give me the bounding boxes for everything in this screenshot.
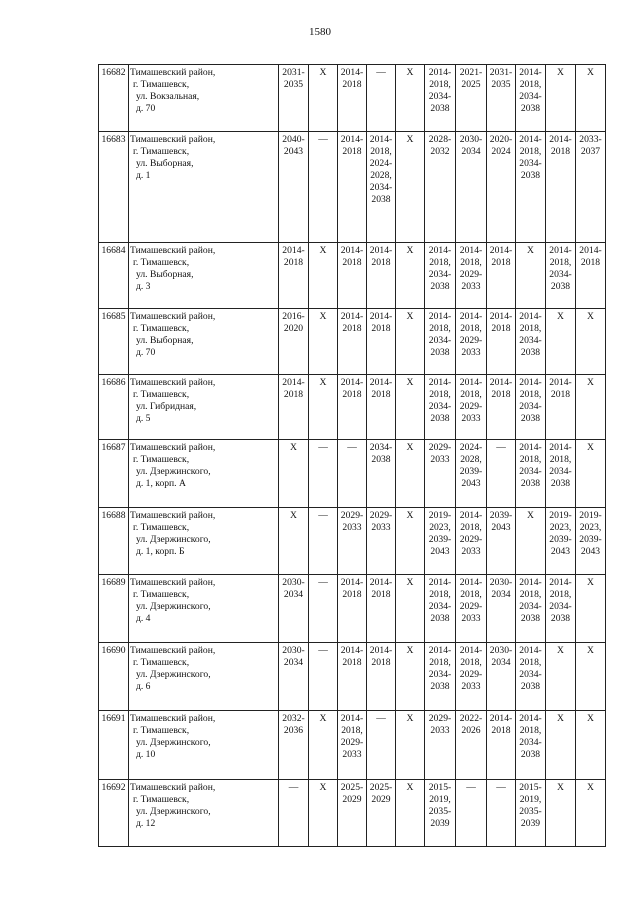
period-cell: Х xyxy=(309,243,338,309)
address-cell xyxy=(129,243,279,309)
period-cell: Х xyxy=(516,508,546,575)
period-cell: — xyxy=(309,132,338,243)
address-cell xyxy=(129,132,279,243)
address-line: ул. Гибридная, xyxy=(136,400,197,412)
table-row xyxy=(99,132,606,243)
period-cell: 2029- 2033 xyxy=(367,508,396,575)
address-line: Тимашевский район, xyxy=(130,67,216,78)
period-cell: Х xyxy=(279,508,309,575)
record-number: 16683 xyxy=(99,132,129,243)
period-cell: 2014- 2018 xyxy=(279,375,309,440)
period-cell: — xyxy=(487,780,516,847)
period-cell: 2014- 2018 xyxy=(367,375,396,440)
table-row xyxy=(99,309,606,375)
period-cell: 2014- 2018 xyxy=(338,375,367,440)
record-number: 16686 xyxy=(99,375,129,440)
address-line: ул. Дзержинского, xyxy=(136,600,211,612)
address-cell xyxy=(129,711,279,780)
period-cell: Х xyxy=(396,575,425,643)
period-cell: 2014- 2018, 2029- 2033 xyxy=(456,643,487,711)
address-line: г. Тимашевск, xyxy=(133,588,190,600)
period-cell: Х xyxy=(396,65,425,132)
address-cell xyxy=(129,575,279,643)
period-cell: 2014- 2018, 2034- 2038 xyxy=(516,375,546,440)
period-cell: Х xyxy=(546,711,576,780)
record-number: 16684 xyxy=(99,243,129,309)
period-cell: — xyxy=(279,780,309,847)
period-cell: 2019- 2023, 2039- 2043 xyxy=(546,508,576,575)
address-line: Тимашевский район, xyxy=(130,245,216,256)
period-cell: 2029- 2033 xyxy=(425,440,456,508)
registry-table xyxy=(98,64,606,847)
address-cell xyxy=(129,508,279,575)
address-line: ул. Выборная, xyxy=(136,334,194,346)
period-cell: Х xyxy=(396,643,425,711)
period-cell: Х xyxy=(516,243,546,309)
period-cell: 2015- 2019, 2035- 2039 xyxy=(516,780,546,847)
period-cell: 2014- 2018 xyxy=(279,243,309,309)
address-line: г. Тимашевск, xyxy=(133,145,190,157)
address-cell xyxy=(129,309,279,375)
period-cell: Х xyxy=(309,711,338,780)
period-cell: 2040- 2043 xyxy=(279,132,309,243)
period-cell: 2014- 2018, 2034- 2038 xyxy=(516,132,546,243)
period-cell: 2019- 2023, 2039- 2043 xyxy=(425,508,456,575)
record-number: 16685 xyxy=(99,309,129,375)
address-line: г. Тимашевск, xyxy=(133,453,190,465)
address-line: ул. Дзержинского, xyxy=(136,805,211,817)
period-cell: 2014- 2018 xyxy=(367,309,396,375)
table-row xyxy=(99,375,606,440)
period-cell: 2014- 2018, 2034- 2038 xyxy=(425,575,456,643)
period-cell: 2014- 2018, 2034- 2038 xyxy=(425,375,456,440)
period-cell: 2025- 2029 xyxy=(367,780,396,847)
period-cell: 2022- 2026 xyxy=(456,711,487,780)
address-line: Тимашевский район, xyxy=(130,311,216,322)
period-cell: 2039- 2043 xyxy=(487,508,516,575)
address-line: Тимашевский район, xyxy=(130,442,216,453)
period-cell: 2014- 2018, 2034- 2038 xyxy=(546,243,576,309)
period-cell: 2014- 2018, 2034- 2038 xyxy=(425,65,456,132)
address-line: Тимашевский район, xyxy=(130,782,216,793)
table-row xyxy=(99,575,606,643)
period-cell: Х xyxy=(546,65,576,132)
address-line: д. 3 xyxy=(136,280,151,292)
period-cell: — xyxy=(309,643,338,711)
period-cell: Х xyxy=(546,643,576,711)
period-cell: 2030- 2034 xyxy=(456,132,487,243)
period-cell: Х xyxy=(396,132,425,243)
period-cell: 2014- 2018 xyxy=(487,375,516,440)
address-line: г. Тимашевск, xyxy=(133,656,190,668)
period-cell: 2014- 2018 xyxy=(546,132,576,243)
period-cell: 2014- 2018 xyxy=(338,132,367,243)
period-cell: 2014- 2018, 2029- 2033 xyxy=(456,508,487,575)
address-line: д. 1, корп. Б xyxy=(136,545,185,557)
address-line: д. 1 xyxy=(136,169,151,181)
period-cell: Х xyxy=(309,65,338,132)
record-number: 16689 xyxy=(99,575,129,643)
address-line: д. 12 xyxy=(136,817,156,829)
table-row xyxy=(99,440,606,508)
period-cell: 2014- 2018, 2024- 2028, 2034- 2038 xyxy=(367,132,396,243)
record-number: 16682 xyxy=(99,65,129,132)
period-cell: 2019- 2023, 2039- 2043 xyxy=(576,508,606,575)
address-cell xyxy=(129,65,279,132)
period-cell: Х xyxy=(576,711,606,780)
period-cell: Х xyxy=(396,309,425,375)
period-cell: 2014- 2018 xyxy=(367,243,396,309)
period-cell: 2014- 2018 xyxy=(487,711,516,780)
address-line: Тимашевский район, xyxy=(130,510,216,521)
address-line: г. Тимашевск, xyxy=(133,322,190,334)
address-line: Тимашевский район, xyxy=(130,377,216,388)
period-cell: 2014- 2018 xyxy=(367,643,396,711)
address-line: д. 70 xyxy=(136,102,156,114)
address-line: ул. Дзержинского, xyxy=(136,668,211,680)
address-line: ул. Вокзальная, xyxy=(136,90,200,102)
period-cell: Х xyxy=(546,780,576,847)
period-cell: 2014- 2018 xyxy=(338,65,367,132)
page-number: 1580 xyxy=(309,26,331,38)
address-line: ул. Дзержинского, xyxy=(136,465,211,477)
period-cell: Х xyxy=(396,711,425,780)
period-cell: Х xyxy=(309,780,338,847)
period-cell: Х xyxy=(309,309,338,375)
table-row xyxy=(99,711,606,780)
period-cell: 2014- 2018 xyxy=(367,575,396,643)
address-cell xyxy=(129,375,279,440)
table-row xyxy=(99,243,606,309)
period-cell: Х xyxy=(279,440,309,508)
record-number: 16688 xyxy=(99,508,129,575)
record-number: 16690 xyxy=(99,643,129,711)
period-cell: 2030- 2034 xyxy=(487,575,516,643)
address-line: Тимашевский район, xyxy=(130,134,216,145)
period-cell: 2014- 2018, 2034- 2038 xyxy=(425,309,456,375)
address-line: ул. Дзержинского, xyxy=(136,736,211,748)
period-cell: 2021- 2025 xyxy=(456,65,487,132)
period-cell: Х xyxy=(576,440,606,508)
address-line: д. 5 xyxy=(136,412,151,424)
address-line: ул. Выборная, xyxy=(136,157,194,169)
period-cell: 2014- 2018 xyxy=(338,643,367,711)
period-cell: 2014- 2018, 2034- 2038 xyxy=(516,440,546,508)
period-cell: Х xyxy=(576,65,606,132)
period-cell: 2029- 2033 xyxy=(425,711,456,780)
table-row xyxy=(99,65,606,132)
address-line: д. 4 xyxy=(136,612,151,624)
address-line: Тимашевский район, xyxy=(130,713,216,724)
period-cell: Х xyxy=(396,440,425,508)
period-cell: 2014- 2018, 2034- 2038 xyxy=(516,643,546,711)
period-cell: — xyxy=(309,440,338,508)
period-cell: — xyxy=(367,711,396,780)
table-row xyxy=(99,780,606,847)
address-line: д. 1, корп. А xyxy=(136,477,186,489)
period-cell: 2014- 2018, 2029- 2033 xyxy=(456,375,487,440)
table-row xyxy=(99,643,606,711)
record-number: 16687 xyxy=(99,440,129,508)
period-cell: Х xyxy=(396,780,425,847)
period-cell: 2014- 2018, 2034- 2038 xyxy=(546,440,576,508)
period-cell: — xyxy=(487,440,516,508)
period-cell: 2014- 2018 xyxy=(546,375,576,440)
period-cell: 2031- 2035 xyxy=(487,65,516,132)
address-line: Тимашевский район, xyxy=(130,645,216,656)
period-cell: 2024- 2028, 2039- 2043 xyxy=(456,440,487,508)
period-cell: 2032- 2036 xyxy=(279,711,309,780)
address-line: Тимашевский район, xyxy=(130,577,216,588)
period-cell: — xyxy=(456,780,487,847)
period-cell: 2020- 2024 xyxy=(487,132,516,243)
period-cell: 2033- 2037 xyxy=(576,132,606,243)
period-cell: — xyxy=(309,575,338,643)
address-line: г. Тимашевск, xyxy=(133,388,190,400)
period-cell: — xyxy=(309,508,338,575)
period-cell: 2014- 2018 xyxy=(338,243,367,309)
period-cell: 2028- 2032 xyxy=(425,132,456,243)
period-cell: Х xyxy=(309,375,338,440)
period-cell: 2014- 2018, 2029- 2033 xyxy=(456,575,487,643)
period-cell: 2014- 2018, 2034- 2038 xyxy=(546,575,576,643)
period-cell: Х xyxy=(396,508,425,575)
address-cell xyxy=(129,780,279,847)
address-line: д. 10 xyxy=(136,748,156,760)
address-cell xyxy=(129,643,279,711)
period-cell: 2025- 2029 xyxy=(338,780,367,847)
period-cell: 2014- 2018, 2029- 2033 xyxy=(456,309,487,375)
period-cell: 2014- 2018 xyxy=(487,309,516,375)
period-cell: Х xyxy=(576,309,606,375)
period-cell: — xyxy=(338,440,367,508)
period-cell: 2014- 2018 xyxy=(338,309,367,375)
period-cell: 2031- 2035 xyxy=(279,65,309,132)
table-row xyxy=(99,508,606,575)
address-cell xyxy=(129,440,279,508)
period-cell: 2015- 2019, 2035- 2039 xyxy=(425,780,456,847)
period-cell: 2029- 2033 xyxy=(338,508,367,575)
period-cell: Х xyxy=(396,375,425,440)
period-cell: 2014- 2018 xyxy=(487,243,516,309)
period-cell: 2014- 2018, 2034- 2038 xyxy=(516,309,546,375)
period-cell: 2014- 2018, 2034- 2038 xyxy=(425,243,456,309)
address-line: ул. Выборная, xyxy=(136,268,194,280)
period-cell: 2014- 2018, 2034- 2038 xyxy=(516,711,546,780)
period-cell: 2014- 2018, 2034- 2038 xyxy=(516,575,546,643)
address-line: ул. Дзержинского, xyxy=(136,533,211,545)
period-cell: 2014- 2018, 2029- 2033 xyxy=(338,711,367,780)
record-number: 16691 xyxy=(99,711,129,780)
period-cell: 2030- 2034 xyxy=(487,643,516,711)
period-cell: 2014- 2018, 2034- 2038 xyxy=(516,65,546,132)
period-cell: Х xyxy=(576,780,606,847)
period-cell: Х xyxy=(396,243,425,309)
address-line: г. Тимашевск, xyxy=(133,256,190,268)
period-cell: 2016- 2020 xyxy=(279,309,309,375)
address-line: г. Тимашевск, xyxy=(133,521,190,533)
period-cell: Х xyxy=(576,375,606,440)
period-cell: 2030- 2034 xyxy=(279,575,309,643)
period-cell: 2014- 2018, 2034- 2038 xyxy=(425,643,456,711)
period-cell: 2014- 2018 xyxy=(338,575,367,643)
period-cell: 2034- 2038 xyxy=(367,440,396,508)
record-number: 16692 xyxy=(99,780,129,847)
period-cell: — xyxy=(367,65,396,132)
address-line: г. Тимашевск, xyxy=(133,78,190,90)
period-cell: 2030- 2034 xyxy=(279,643,309,711)
period-cell: Х xyxy=(546,309,576,375)
period-cell: 2014- 2018 xyxy=(576,243,606,309)
address-line: г. Тимашевск, xyxy=(133,793,190,805)
address-line: г. Тимашевск, xyxy=(133,724,190,736)
address-line: д. 6 xyxy=(136,680,151,692)
period-cell: Х xyxy=(576,575,606,643)
address-line: д. 70 xyxy=(136,346,156,358)
period-cell: Х xyxy=(576,643,606,711)
period-cell: 2014- 2018, 2029- 2033 xyxy=(456,243,487,309)
